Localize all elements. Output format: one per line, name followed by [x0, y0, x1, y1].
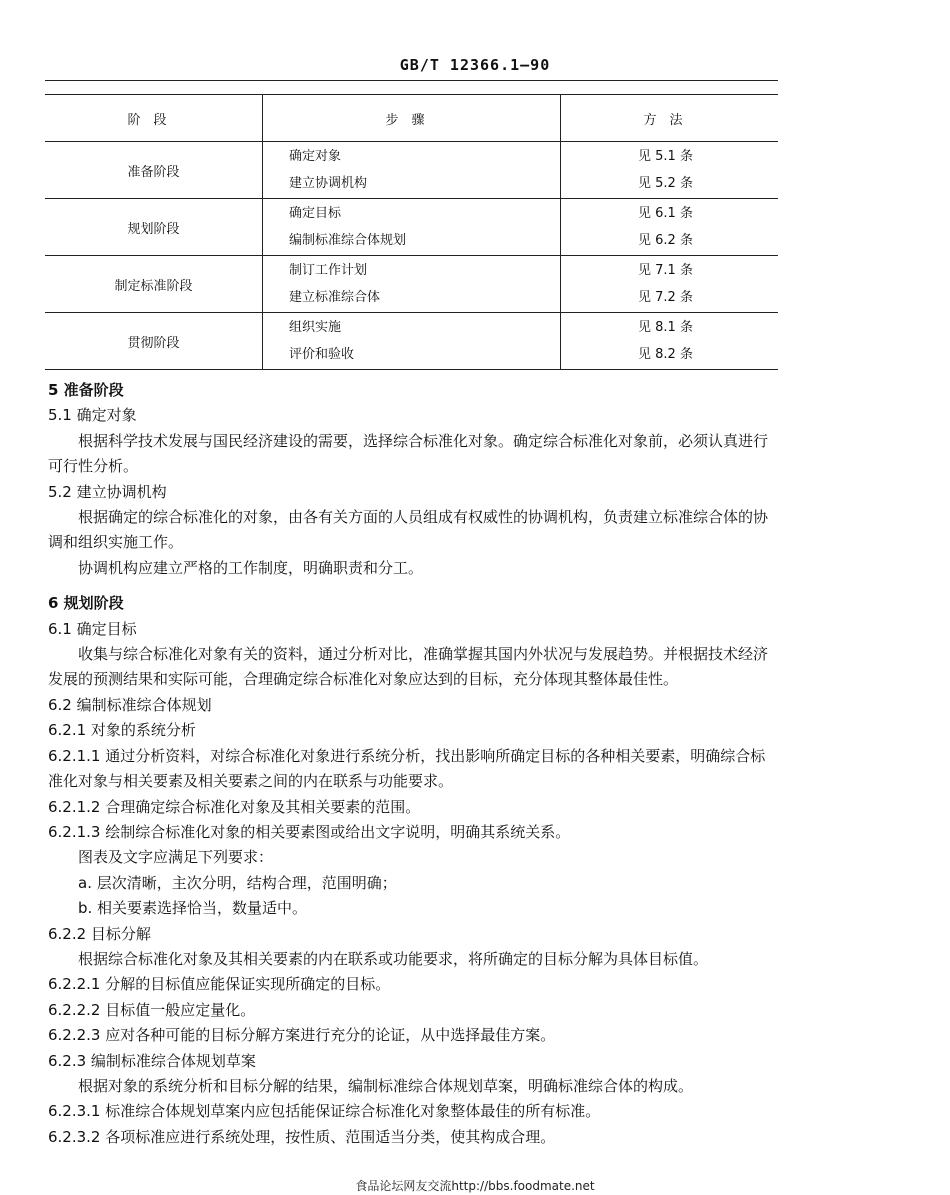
stage-table	[45, 94, 778, 370]
document-code-header: GB/T 12366.1—90	[399, 56, 551, 74]
method-cell	[561, 199, 779, 256]
clause-heading: 6.2.1.2 合理确定综合标准化对象及其相关要素的范围。	[48, 797, 421, 816]
clause-heading: 6.2.1.1 通过分析资料，对综合标准化对象进行系统分析，找出影响所确定目标的各种相关要素，明确综合标准化对象与相关要素及相关要素之间的内在联系与功能要求。	[48, 746, 766, 791]
table-row	[45, 256, 778, 313]
stage-cell: 贯彻阶段	[45, 313, 263, 370]
method-item: 见 7.2 条	[638, 290, 693, 305]
table-header-row	[45, 95, 778, 142]
method-cell	[561, 256, 779, 313]
step-item: 确定目标	[289, 206, 342, 221]
steps-cell	[263, 313, 561, 370]
step-item: 确定对象	[289, 149, 342, 164]
body-text	[48, 378, 778, 1150]
section-heading: 5 准备阶段	[48, 381, 124, 399]
stage-cell: 准备阶段	[45, 142, 263, 199]
col-header-method: 方法	[561, 95, 779, 142]
steps-cell	[263, 142, 561, 199]
clause-heading: 6.1 确定目标	[48, 619, 137, 638]
clause-heading: 5.1 确定对象	[48, 406, 137, 425]
method-item: 见 8.1 条	[638, 320, 693, 335]
method-cell	[561, 142, 779, 199]
method-item: 见 7.1 条	[638, 263, 693, 278]
paragraph: 根据确定的综合标准化的对象，由各有关方面的人员组成有权威性的协调机构，负责建立标准综合体的协调和组织实施工作。	[48, 508, 769, 552]
step-item: 编制标准综合体规划	[289, 233, 407, 248]
col-header-steps: 步骤	[263, 95, 561, 142]
list-item: a. 层次清晰，主次分明，结构合理，范围明确；	[78, 873, 397, 892]
section-heading: 6 规划阶段	[48, 594, 124, 613]
clause-heading: 6.2.1 对象的系统分析	[48, 721, 196, 740]
paragraph: 协调机构应建立严格的工作制度，明确职责和分工。	[78, 558, 424, 577]
stage-cell: 规划阶段	[45, 199, 263, 256]
method-item: 见 5.1 条	[638, 149, 693, 164]
clause-heading: 6.2.3 编制标准综合体规划草案	[48, 1051, 256, 1070]
clause-heading: 6.2.2.3 应对各种可能的目标分解方案进行充分的论证，从中选择最佳方案。	[48, 1026, 556, 1045]
clause-heading: 6.2.3.1 标准综合体规划草案内应包括能保证综合标准化对象整体最佳的所有标准。	[48, 1102, 601, 1121]
table-row	[45, 313, 778, 370]
table-row	[45, 199, 778, 256]
footer-watermark: 食品论坛网友交流http://bbs.foodmate.net	[355, 1179, 595, 1193]
method-item: 见 8.2 条	[638, 347, 693, 362]
method-item: 见 6.2 条	[638, 233, 693, 248]
clause-heading: 6.2.3.2 各项标准应进行系统处理，按性质、范围适当分类，使其构成合理。	[48, 1127, 556, 1146]
step-item: 组织实施	[289, 320, 342, 335]
paragraph: 收集与综合标准化对象有关的资料，通过分析对比，准确掌握其国内外状况与发展趋势。并根据技术经济发展的预测结果和实际可能，合理确定综合标准化对象应达到的目标，充分体现其整体最佳性。	[48, 645, 769, 689]
paragraph: 根据综合标准化对象及其相关要素的内在联系或功能要求，将所确定的目标分解为具体目标值。	[78, 949, 709, 968]
clause-heading: 5.2 建立协调机构	[48, 482, 167, 501]
method-item: 见 6.1 条	[638, 206, 693, 221]
paragraph: 根据对象的系统分析和目标分解的结果，编制标准综合体规划草案，明确标准综合体的构成。	[78, 1076, 694, 1095]
step-item: 建立协调机构	[289, 176, 368, 191]
clause-heading: 6.2.2 目标分解	[48, 924, 151, 943]
clause-heading: 6.2.2.2 目标值一般应定量化。	[48, 1000, 256, 1019]
step-item: 制订工作计划	[289, 263, 368, 278]
col-header-stage: 阶段	[45, 95, 263, 142]
clause-heading: 6.2 编制标准综合体规划	[48, 695, 212, 714]
method-cell	[561, 313, 779, 370]
paragraph: 图表及文字应满足下列要求：	[78, 848, 274, 867]
paragraph: 根据科学技术发展与国民经济建设的需要，选择综合标准化对象。确定综合标准化对象前，必须认真进行可行性分析。	[48, 431, 769, 476]
method-item: 见 5.2 条	[638, 176, 693, 191]
clause-heading: 6.2.2.1 分解的目标值应能保证实现所确定的目标。	[48, 975, 391, 994]
steps-cell	[263, 256, 561, 313]
list-item: b. 相关要素选择恰当，数量适中。	[78, 899, 308, 918]
header-rule	[45, 80, 778, 81]
stage-cell: 制定标准阶段	[45, 256, 263, 313]
table-row	[45, 142, 778, 199]
step-item: 建立标准综合体	[289, 290, 381, 305]
clause-heading: 6.2.1.3 绘制综合标准化对象的相关要素图或给出文字说明，明确其系统关系。	[48, 822, 571, 841]
steps-cell	[263, 199, 561, 256]
step-item: 评价和验收	[289, 347, 355, 362]
